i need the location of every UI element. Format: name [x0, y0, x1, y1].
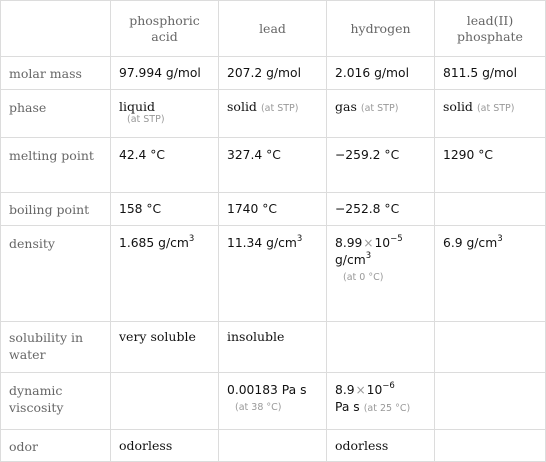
row-label-odor: odor [1, 430, 111, 462]
boiling-point-lead: 1740 °C [219, 193, 327, 226]
header-lead-phosphate: lead(II) phosphate [435, 1, 546, 57]
header-lead: lead [219, 1, 327, 57]
phase-hydrogen-cell [327, 90, 435, 138]
phase-lead-phosphate: solid [443, 99, 473, 114]
phase-hydrogen: gas [335, 99, 357, 114]
viscosity-phosphoric-acid [111, 373, 219, 430]
phase-hydrogen-note: (at STP) [360, 103, 399, 114]
phase-phosphoric-acid-cell [111, 90, 219, 138]
row-label-viscosity: dynamic viscosity [1, 373, 111, 430]
density-hydrogen-mantissa: 8.99 [335, 236, 363, 250]
solubility-hydrogen [327, 322, 435, 373]
melting-point-phosphoric-acid: 42.4 °C [111, 138, 219, 193]
row-label-density: density [1, 226, 111, 322]
table-row-boiling-point [1, 193, 546, 226]
viscosity-lead-phosphate [435, 373, 546, 430]
density-unit: g/cm [158, 236, 189, 250]
phase-lead-note: (at STP) [260, 103, 299, 114]
solubility-lead: insoluble [219, 322, 327, 373]
table-row-solubility [1, 322, 546, 373]
density-hydrogen-note: (at 0 °C) [343, 272, 384, 283]
solubility-phosphoric-acid: very soluble [111, 322, 219, 373]
boiling-point-lead-phosphate [435, 193, 546, 226]
density-lead-phosphate-cell [435, 226, 546, 322]
viscosity-hydrogen-unit: Pa s [335, 400, 360, 414]
phase-phosphoric-acid-note: (at STP) [127, 114, 165, 125]
times-symbol: × [363, 236, 374, 250]
viscosity-hydrogen-mantissa: 8.9 [335, 383, 355, 397]
density-lead-phosphate: 6.9 [443, 236, 463, 250]
viscosity-hydrogen-note: (at 25 °C) [363, 403, 411, 414]
odor-lead-phosphate [435, 430, 546, 462]
odor-phosphoric-acid: odorless [111, 430, 219, 462]
header-row [1, 1, 546, 57]
density-hydrogen-base: 10 [374, 236, 391, 250]
viscosity-hydrogen-cell [327, 373, 435, 430]
viscosity-lead-note: (at 38 °C) [235, 402, 282, 413]
table-row-odor [1, 430, 546, 462]
solubility-lead-phosphate [435, 322, 546, 373]
viscosity-lead-cell [219, 373, 327, 430]
density-hydrogen-cell [327, 226, 435, 322]
times-symbol: × [355, 383, 366, 397]
row-label-molar-mass: molar mass [1, 57, 111, 90]
melting-point-hydrogen: −259.2 °C [327, 138, 435, 193]
molar-mass-lead: 207.2 g/mol [219, 57, 327, 90]
odor-hydrogen: odorless [327, 430, 435, 462]
density-phosphoric-acid: 1.685 [119, 236, 155, 250]
density-unit-exponent: 3 [188, 234, 195, 244]
density-unit: g/cm [335, 253, 366, 267]
table-row-phase [1, 90, 546, 138]
table-row-molar-mass [1, 57, 546, 90]
density-unit: g/cm [266, 236, 297, 250]
table-row-density [1, 226, 546, 322]
density-unit-exponent: 3 [365, 251, 372, 261]
molar-mass-lead-phosphate: 811.5 g/mol [435, 57, 546, 90]
viscosity-hydrogen-exponent: −6 [382, 381, 395, 391]
boiling-point-phosphoric-acid: 158 °C [111, 193, 219, 226]
row-label-melting-point: melting point [1, 138, 111, 193]
boiling-point-hydrogen: −252.8 °C [327, 193, 435, 226]
phase-phosphoric-acid: liquid [119, 99, 156, 114]
table-row-viscosity [1, 373, 546, 430]
odor-lead [219, 430, 327, 462]
melting-point-lead-phosphate: 1290 °C [435, 138, 546, 193]
melting-point-lead: 327.4 °C [219, 138, 327, 193]
row-label-solubility: solubility in water [1, 322, 111, 373]
density-lead: 11.34 [227, 236, 263, 250]
row-label-phase: phase [1, 90, 111, 138]
density-unit: g/cm [466, 236, 498, 250]
molar-mass-hydrogen: 2.016 g/mol [327, 57, 435, 90]
viscosity-lead: 0.00183 Pa s [227, 383, 307, 397]
row-label-boiling-point: boiling point [1, 193, 111, 226]
phase-lead-phosphate-note: (at STP) [476, 103, 515, 114]
header-phosphoric-acid: phosphoric acid [111, 1, 219, 57]
density-unit-exponent: 3 [497, 234, 503, 244]
header-corner [1, 1, 111, 57]
density-hydrogen-exponent: −5 [390, 234, 403, 244]
density-unit-exponent: 3 [296, 234, 303, 244]
phase-lead-cell [219, 90, 327, 138]
viscosity-hydrogen-base: 10 [366, 383, 383, 397]
density-phosphoric-acid-cell [111, 226, 219, 322]
phase-lead-phosphate-cell [435, 90, 546, 138]
phase-lead: solid [227, 99, 257, 114]
density-lead-cell [219, 226, 327, 322]
header-hydrogen: hydrogen [327, 1, 435, 57]
table-row-melting-point [1, 138, 546, 193]
molar-mass-phosphoric-acid: 97.994 g/mol [111, 57, 219, 90]
